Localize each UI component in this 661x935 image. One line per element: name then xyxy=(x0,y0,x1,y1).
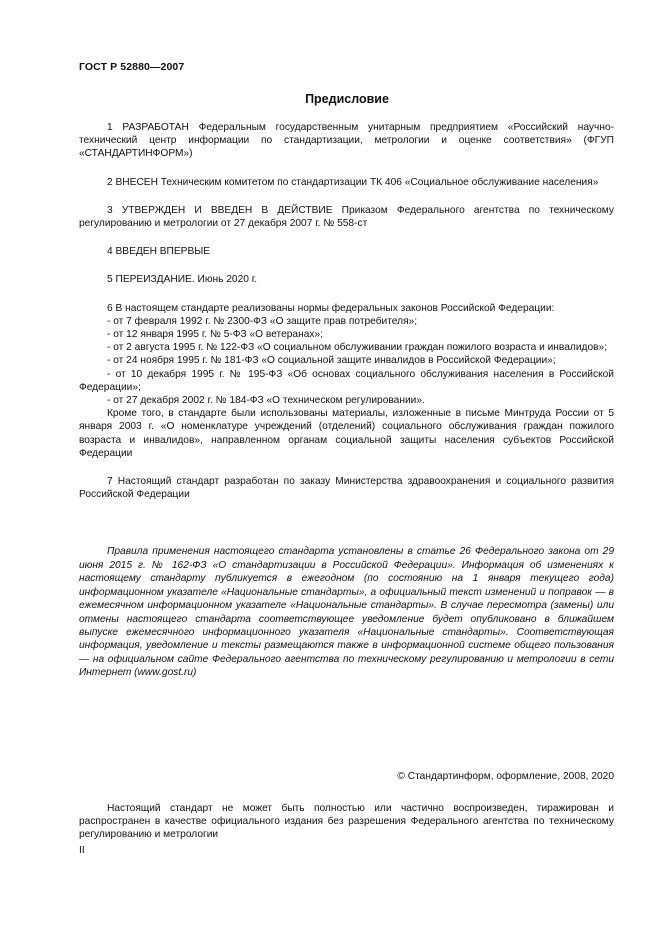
page-title: Предисловие xyxy=(305,92,389,106)
preface-item-6-extra: Кроме того, в стандарте были использованы материалы, изложенные в письме Минтруда России от 5 января 2003 г. «О номенклатуре учреждений (отделений) социального обслуживания граждан пожилого возраста и инвалидов», направленном органам социальной защиты населения субъектов Российской Федерации xyxy=(79,408,614,459)
preface-item-7: 7 Настоящий стандарт разработан по заказу Министерства здравоохранения и социального развития Российской Федерации xyxy=(79,476,614,501)
law-item: - от 10 декабря 1995 г. № 195-ФЗ «Об основах социального обслуживания населения в Российской Федерации»; xyxy=(79,368,614,393)
preface-item-2: 2 ВНЕСЕН Техническим комитетом по стандартизации ТК 406 «Социальное обслуживание населения» xyxy=(107,176,599,188)
preface-item-6: 6 В настоящем стандарте реализованы нормы федеральных законов Российской Федерации: xyxy=(107,302,555,314)
copyright: © Стандартинформ, оформление, 2008, 2020 xyxy=(397,771,614,782)
preface-item-5: 5 ПЕРЕИЗДАНИЕ. Июнь 2020 г. xyxy=(107,274,258,286)
law-item: - от 12 января 1995 г. № 5-ФЗ «О ветеранах»; xyxy=(107,329,323,341)
preface-item-4: 4 ВВЕДЕН ВПЕРВЫЕ xyxy=(107,246,211,258)
law-item: - от 7 февраля 1992 г. № 2300-ФЗ «О защите прав потребителя»; xyxy=(107,315,418,327)
reproduction-notice xyxy=(79,802,614,842)
law-item: - от 2 августа 1995 г. № 122-ФЗ «О социальном обслуживании граждан пожилого возраста и инвалидов»; xyxy=(107,342,608,354)
preface-item-3: 3 УТВЕРЖДЕН И ВВЕДЕН В ДЕЙСТВИЕ Приказом Федерального агентства по техническому регулированию и метрологии от 27 декабря 2007 г. № 558-ст xyxy=(79,204,614,230)
preface-item-1: 1 РАЗРАБОТАН Федеральным государственным унитарным предприятием «Российский научно-технический центр информации по стандартизации, метрологии и оценке соответствия» (ФГУП «СТАНДАРТИНФОРМ») xyxy=(79,122,614,160)
standard-usage-note: Правила применения настоящего стандарта установлены в статье 26 Федерального закона от 29 июня 2015 г. № 162-ФЗ «О стандартизации в Российской Федерации». Информация об изменениях к настоящему стандарту публикуется в ежегодном (по состоянию на 1 января текущего года) информационном указателе «Национальные стандарты», а официальный текст изменений и поправок — в ежемесячном информационном указателе «Национальные стандарты». В случае пересмотра (замены) или отмены настоящего стандарта соответствующее уведомление будет опубликовано в ближайшем выпуске ежемесячного информационного указателя «Национальные стандарты». Соответствующая информация, уведомление и тексты размещаются также в информационной системе общего пользования — на официальном сайте Федерального агентства по техническому регулированию и метрологии в сети Интернет (www.gost.ru) xyxy=(79,546,614,679)
doc-code: ГОСТ Р 52880—2007 xyxy=(79,61,185,73)
law-item: - от 24 ноября 1995 г. № 181-ФЗ «О социальной защите инвалидов в Российской Федерации»; xyxy=(107,355,556,367)
page-number: II xyxy=(79,845,85,856)
reproduction-notice-text: Настоящий стандарт не может быть полностью или частично воспроизведен, тиражирован и распространен в качестве официального издания без разрешения Федерального агентства по техническому регулированию и метрологии xyxy=(79,803,614,841)
law-item: - от 27 декабря 2002 г. № 184-ФЗ «О техническом регулировании». xyxy=(107,395,425,407)
preface-body xyxy=(79,121,614,680)
